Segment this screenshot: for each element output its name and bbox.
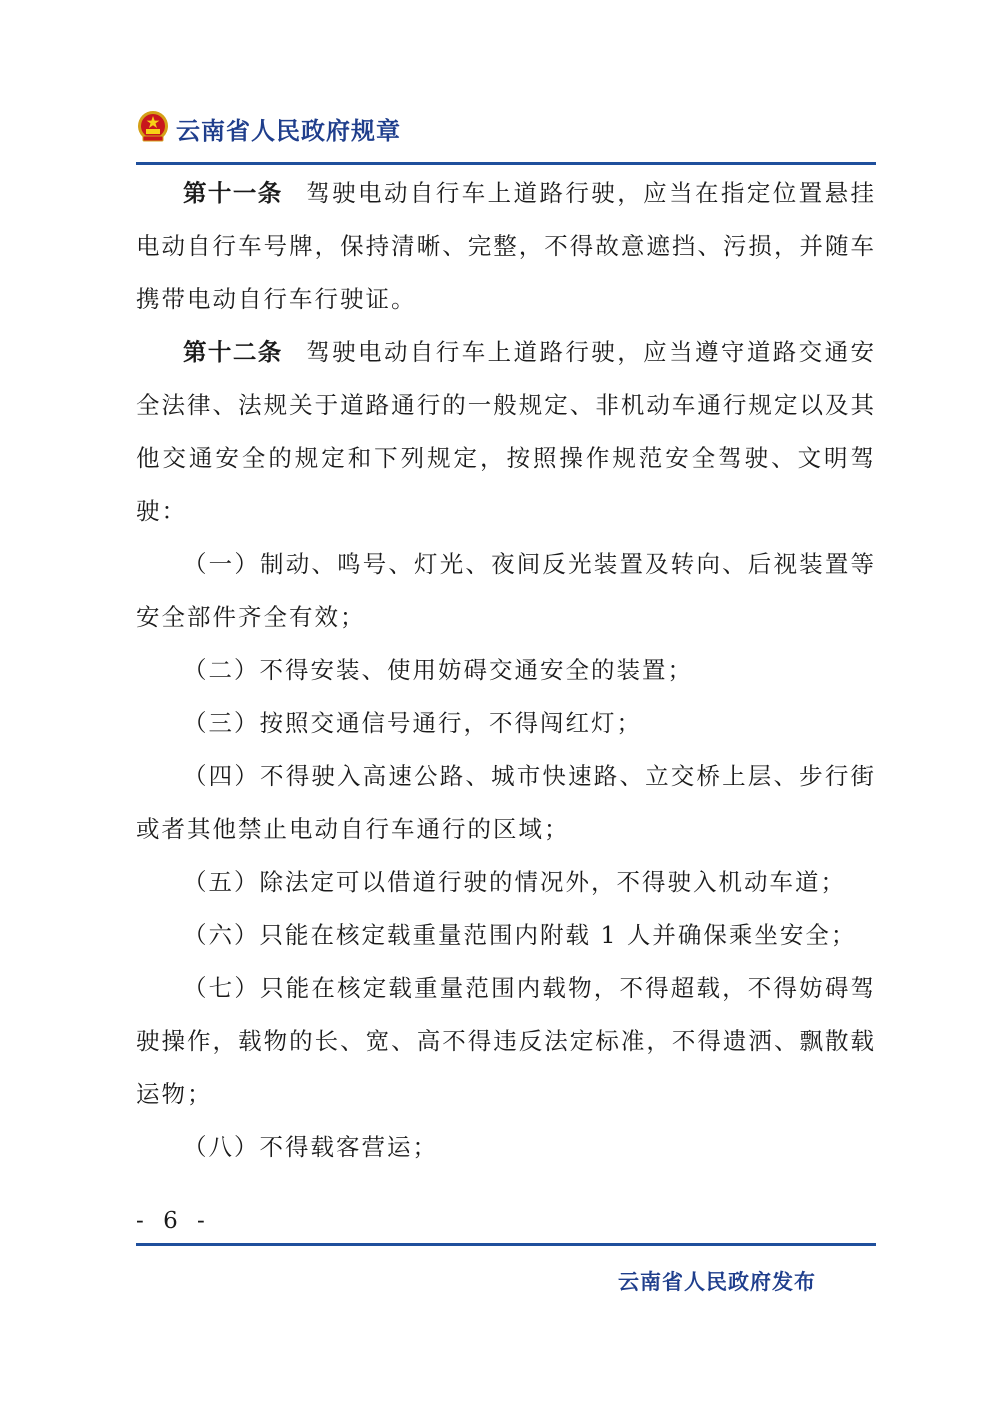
list-item: （七）只能在核定载重量范围内载物，不得超载，不得妨碍驾驶操作，载物的长、宽、高不得违反法定标准，不得遗洒、飘散载运物；: [136, 974, 876, 1108]
article-12: [136, 326, 876, 538]
document-header: [136, 103, 876, 163]
publisher-label: 云南省人民政府发布: [618, 1270, 816, 1294]
article-11-number: 第十一条: [183, 179, 283, 207]
list-item: （一）制动、鸣号、灯光、夜间反光装置及转向、后视装置等安全部件齐全有效；: [136, 550, 876, 631]
article-11: [136, 167, 876, 326]
list-item: （四）不得驶入高速公路、城市快速路、立交桥上层、步行街或者其他禁止电动自行车通行的区域；: [136, 762, 876, 843]
list-item: （六）只能在核定载重量范围内附载 1 人并确保乘坐安全；: [183, 921, 857, 949]
article-12-number: 第十二条: [183, 338, 283, 366]
header-divider: [136, 162, 876, 165]
article-body: [136, 167, 876, 1174]
header-title: 云南省人民政府规章: [176, 117, 401, 145]
list-item: （五）除法定可以借道行驶的情况外，不得驶入机动车道；: [183, 868, 846, 896]
article-11-text: 驾驶电动自行车上道路行驶，应当在指定位置悬挂电动自行车号牌，保持清晰、完整，不得故意遮挡、污损，并随车携带电动自行车行驶证。: [136, 179, 877, 313]
article-12-text: 驾驶电动自行车上道路行驶，应当遵守道路交通安全法律、法规关于道路通行的一般规定、非机动车通行规定以及其他交通安全的规定和下列规定，按照操作规范安全驾驶、文明驾驶：: [136, 338, 877, 525]
page-number: - 6 -: [136, 1208, 211, 1234]
list-item: （三）按照交通信号通行，不得闯红灯；: [183, 709, 642, 737]
list-item: （二）不得安装、使用妨碍交通安全的装置；: [183, 656, 693, 684]
list-item: （八）不得载客营运；: [183, 1133, 438, 1161]
footer-divider: [136, 1243, 876, 1246]
national-emblem-icon: [136, 109, 170, 145]
